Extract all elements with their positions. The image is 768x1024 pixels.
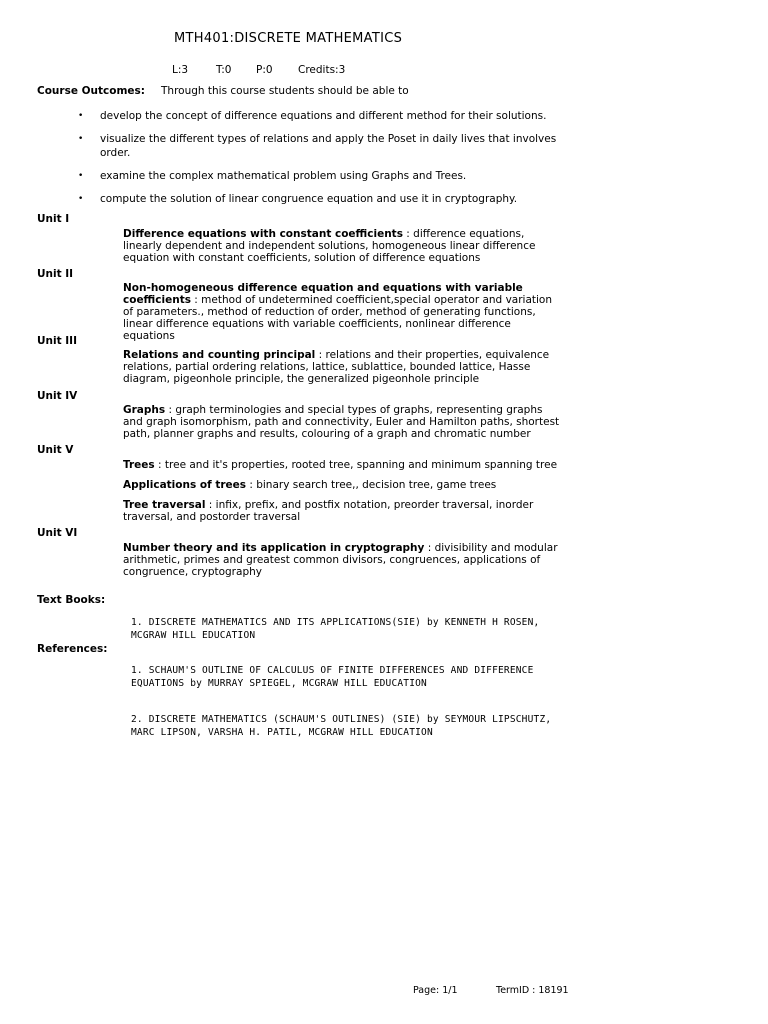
unit-topic: [123, 404, 563, 440]
unit-topic: [123, 542, 563, 578]
text-book-item: 1. DISCRETE MATHEMATICS AND ITS APPLICATIONS(SIE) by KENNETH H ROSEN, MCGRAW HILL EDUCATION: [131, 617, 540, 641]
course-title: MTH401:DISCRETE MATHEMATICS: [174, 31, 403, 46]
topic-text: : binary search tree,, decision tree, game trees: [246, 479, 497, 491]
lecture-hours: L:3: [172, 64, 189, 76]
topic-text: : tree and it's properties, rooted tree, spanning and minimum spanning tree: [154, 459, 558, 471]
unit-content: [123, 228, 563, 272]
topic-heading: Difference equations with constant coefficients: [123, 228, 403, 240]
topic-text: : divisibility and modular arithmetic, primes and greatest common divisors, congruences, applications of congruence, cryptography: [123, 542, 558, 578]
topic-heading: Trees: [123, 459, 155, 471]
topic-text: : graph terminologies and special types of graphs, representing graphs and graph isomorphism, path and connectivity, Euler and Hamilton paths, shortest path, planner graphs and results, colouring of a graph and chromatic number: [123, 404, 560, 440]
topic-heading: Number theory and its application in cryptography: [123, 542, 425, 554]
unit-topic: [123, 479, 563, 491]
practical-hours: P:0: [256, 64, 273, 76]
course-outcomes-label: Course Outcomes:: [37, 85, 145, 97]
unit-label: Unit III: [37, 335, 77, 347]
term-id: TermID : 18191: [496, 985, 569, 996]
outcome-item: • develop the concept of difference equations and different method for their solutions.: [78, 109, 558, 123]
references-label: References:: [37, 643, 108, 655]
unit-topic: [123, 228, 563, 264]
unit-content: [123, 459, 563, 531]
topic-heading: Tree traversal: [123, 499, 206, 511]
topic-heading: Graphs: [123, 404, 166, 416]
topic-heading: Applications of trees: [123, 479, 247, 491]
unit-topic: [123, 459, 563, 471]
topic-text: : relations and their properties, equivalence relations, partial ordering relations, lattice, sublattice, bounded lattice, Hasse diagram, pigeonhole principle, the generalized pigeonhole principle: [123, 349, 550, 385]
course-outcomes-intro: Through this course students should be able to: [161, 85, 409, 97]
reference-item: 1. SCHAUM'S OUTLINE OF CALCULUS OF FINITE DIFFERENCES AND DIFFERENCE EQUATIONS by MURRAY SPIEGEL, MCGRAW HILL EDUCATION: [131, 665, 534, 689]
topic-heading: Relations and counting principal: [123, 349, 316, 361]
topic-text: : difference equations, linearly dependent and independent solutions, homogeneous linear difference equation with constant coefficients, solution of difference equations: [123, 228, 536, 264]
unit-topic: [123, 499, 563, 523]
unit-content: [123, 349, 563, 393]
unit-label: Unit I: [37, 213, 70, 225]
unit-topic: [123, 282, 563, 342]
unit-label: Unit II: [37, 268, 74, 280]
reference-item: 2. DISCRETE MATHEMATICS (SCHAUM'S OUTLINES) (SIE) by SEYMOUR LIPSCHUTZ, MARC LIPSON, VARSHA H. PATIL, MCGRAW HILL EDUCATION: [131, 714, 552, 738]
course-outcomes-list: [78, 109, 558, 215]
unit-label: Unit IV: [37, 390, 78, 402]
unit-content: [123, 542, 563, 586]
unit-topic: [123, 349, 563, 385]
unit-content: [123, 282, 563, 350]
outcome-item: • compute the solution of linear congruence equation and use it in cryptography.: [78, 192, 558, 206]
unit-content: [123, 404, 563, 448]
outcome-item: • examine the complex mathematical problem using Graphs and Trees.: [78, 169, 558, 183]
topic-heading: Non-homogeneous difference equation and equations with variable coefficients: [123, 282, 523, 306]
unit-label: Unit V: [37, 444, 74, 456]
tutorial-hours: T:0: [216, 64, 232, 76]
credit-structure: [172, 64, 345, 76]
page-number: Page: 1/1: [413, 985, 458, 996]
outcome-item: • visualize the different types of relations and apply the Poset in daily lives that involves order.: [78, 132, 558, 160]
topic-text: : method of undetermined coefficient,special operator and variation of parameters., method of reduction of order, method of generating functions, linear difference equations with variable coefficients, nonlinear difference equations: [123, 294, 552, 342]
credits: Credits:3: [298, 64, 346, 76]
topic-text: : infix, prefix, and postfix notation, preorder traversal, inorder traversal, and postorder traversal: [123, 499, 534, 523]
text-books-label: Text Books:: [37, 594, 106, 606]
unit-label: Unit VI: [37, 527, 78, 539]
